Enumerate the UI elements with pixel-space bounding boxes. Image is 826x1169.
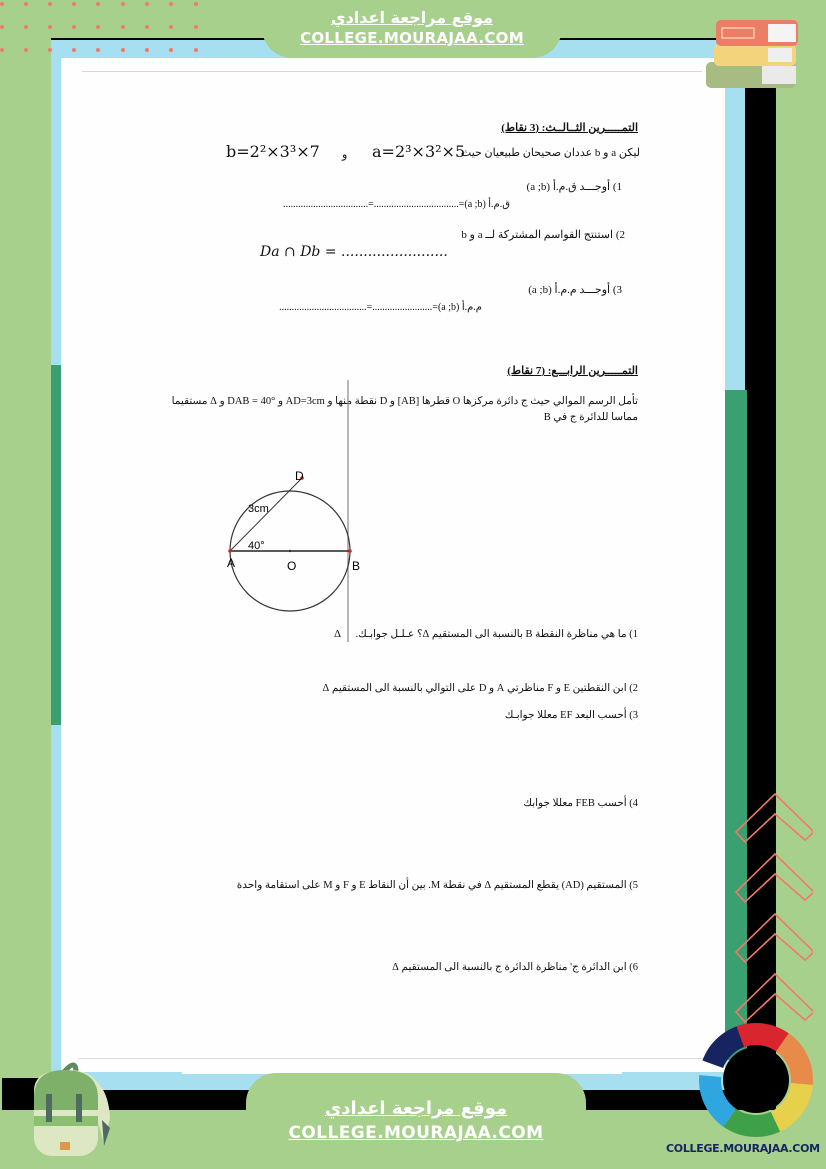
frame-teal-left (51, 365, 61, 725)
geometry-figure (220, 380, 370, 650)
ruler-top (82, 71, 702, 72)
logo-caption[interactable]: COLLEGE.MOURAJAA.COM (666, 1142, 820, 1155)
chevron-arrows-decoration (733, 792, 813, 1042)
ruler-bottom (78, 1058, 708, 1059)
a-expression: a=2³×3²×5 (372, 142, 466, 161)
label-40-degrees: 40° (248, 540, 265, 552)
frame-green-left (2, 38, 51, 1078)
books-stack-icon (700, 12, 800, 90)
exercise4-q4: 4) أحسب FEB معللا جوابك (523, 798, 638, 809)
label-delta: Δ (334, 628, 342, 640)
banner-bottom-url[interactable]: COLLEGE.MOURAJAA.COM (288, 1123, 544, 1143)
document-page (61, 58, 725, 1072)
exercise4-q1: 1) ما هي مناظرة النقطة B بالنسبة الى المستقيم Δ؟ عـلـل جوابـك. (355, 629, 638, 640)
q3-answer-line[interactable]: م.م.أ (a ;b)=........................=................................... (279, 302, 482, 313)
site-banner-bottom (246, 1073, 586, 1169)
exercise4-intro-line2: مماسا للدائرة ج في B (543, 412, 638, 423)
exercise4-q3: 3) أحسب البعد EF معللا جوابـك (504, 710, 638, 721)
and-connector: و (342, 149, 348, 161)
exercise4-q2: 2) ابن النقطتين E و F مناظرتي A و D على التوالي بالنسبة الى المستقيم Δ (322, 683, 638, 694)
q2-answer-line[interactable]: Da ∩ Db = ........................ (260, 244, 448, 260)
label-D: D (295, 469, 304, 483)
exercise4-title: التمـــــرين الرابـــع: (7 نقاط) (507, 365, 638, 377)
label-3cm: 3cm (248, 503, 269, 515)
b-expression: b=2²×3³×7 (226, 142, 320, 161)
label-O: O (287, 559, 297, 573)
exercise4-q5: 5) المستقيم (AD) يقطع المستقيم Δ في نقطة M. بين أن النقاط E و F و M على استقامة واحدة (236, 880, 638, 891)
q1-answer-line[interactable]: ق.م.أ (a ;b)=..................................=.................................. (283, 199, 510, 210)
exercise4-intro-line1: تأمل الرسم الموالي حيث ج دائرة مركزها O قطرها [AB] و D نقطة منها و AD=3cm و DAB = 40° و Δ مستقيما (171, 396, 638, 407)
exercise3-intro: ليكن a و b عددان صحيحان طبيعيان حيث (460, 147, 640, 159)
banner-top-arabic: موقع مراجعة اعدادي (330, 8, 494, 27)
site-banner-top (262, 0, 562, 58)
exercise3-q1: 1) أوجـــد ق.م.أ (a ;b) (526, 181, 622, 193)
education-wheel-logo (696, 1022, 816, 1140)
exercise3-q2: 2) استنتج القواسم المشتركة لــ a و b (461, 229, 625, 241)
exercise3-q3: 3) أوجـــد م.م.أ (a ;b) (528, 284, 622, 296)
banner-bottom-arabic: موقع مراجعة اعدادي (324, 1098, 508, 1119)
exercise3-title: التمـــــرين الثــالــث: (3 نقاط) (501, 122, 638, 134)
label-A: A (227, 556, 236, 570)
backpack-icon (14, 1058, 110, 1156)
exercise4-q6: 6) ابن الدائرة ج' مناظرة الدائرة ج بالنسبة الى المستقيم Δ (392, 962, 638, 973)
banner-top-url[interactable]: COLLEGE.MOURAJAA.COM (300, 29, 524, 47)
label-B: B (352, 559, 361, 573)
